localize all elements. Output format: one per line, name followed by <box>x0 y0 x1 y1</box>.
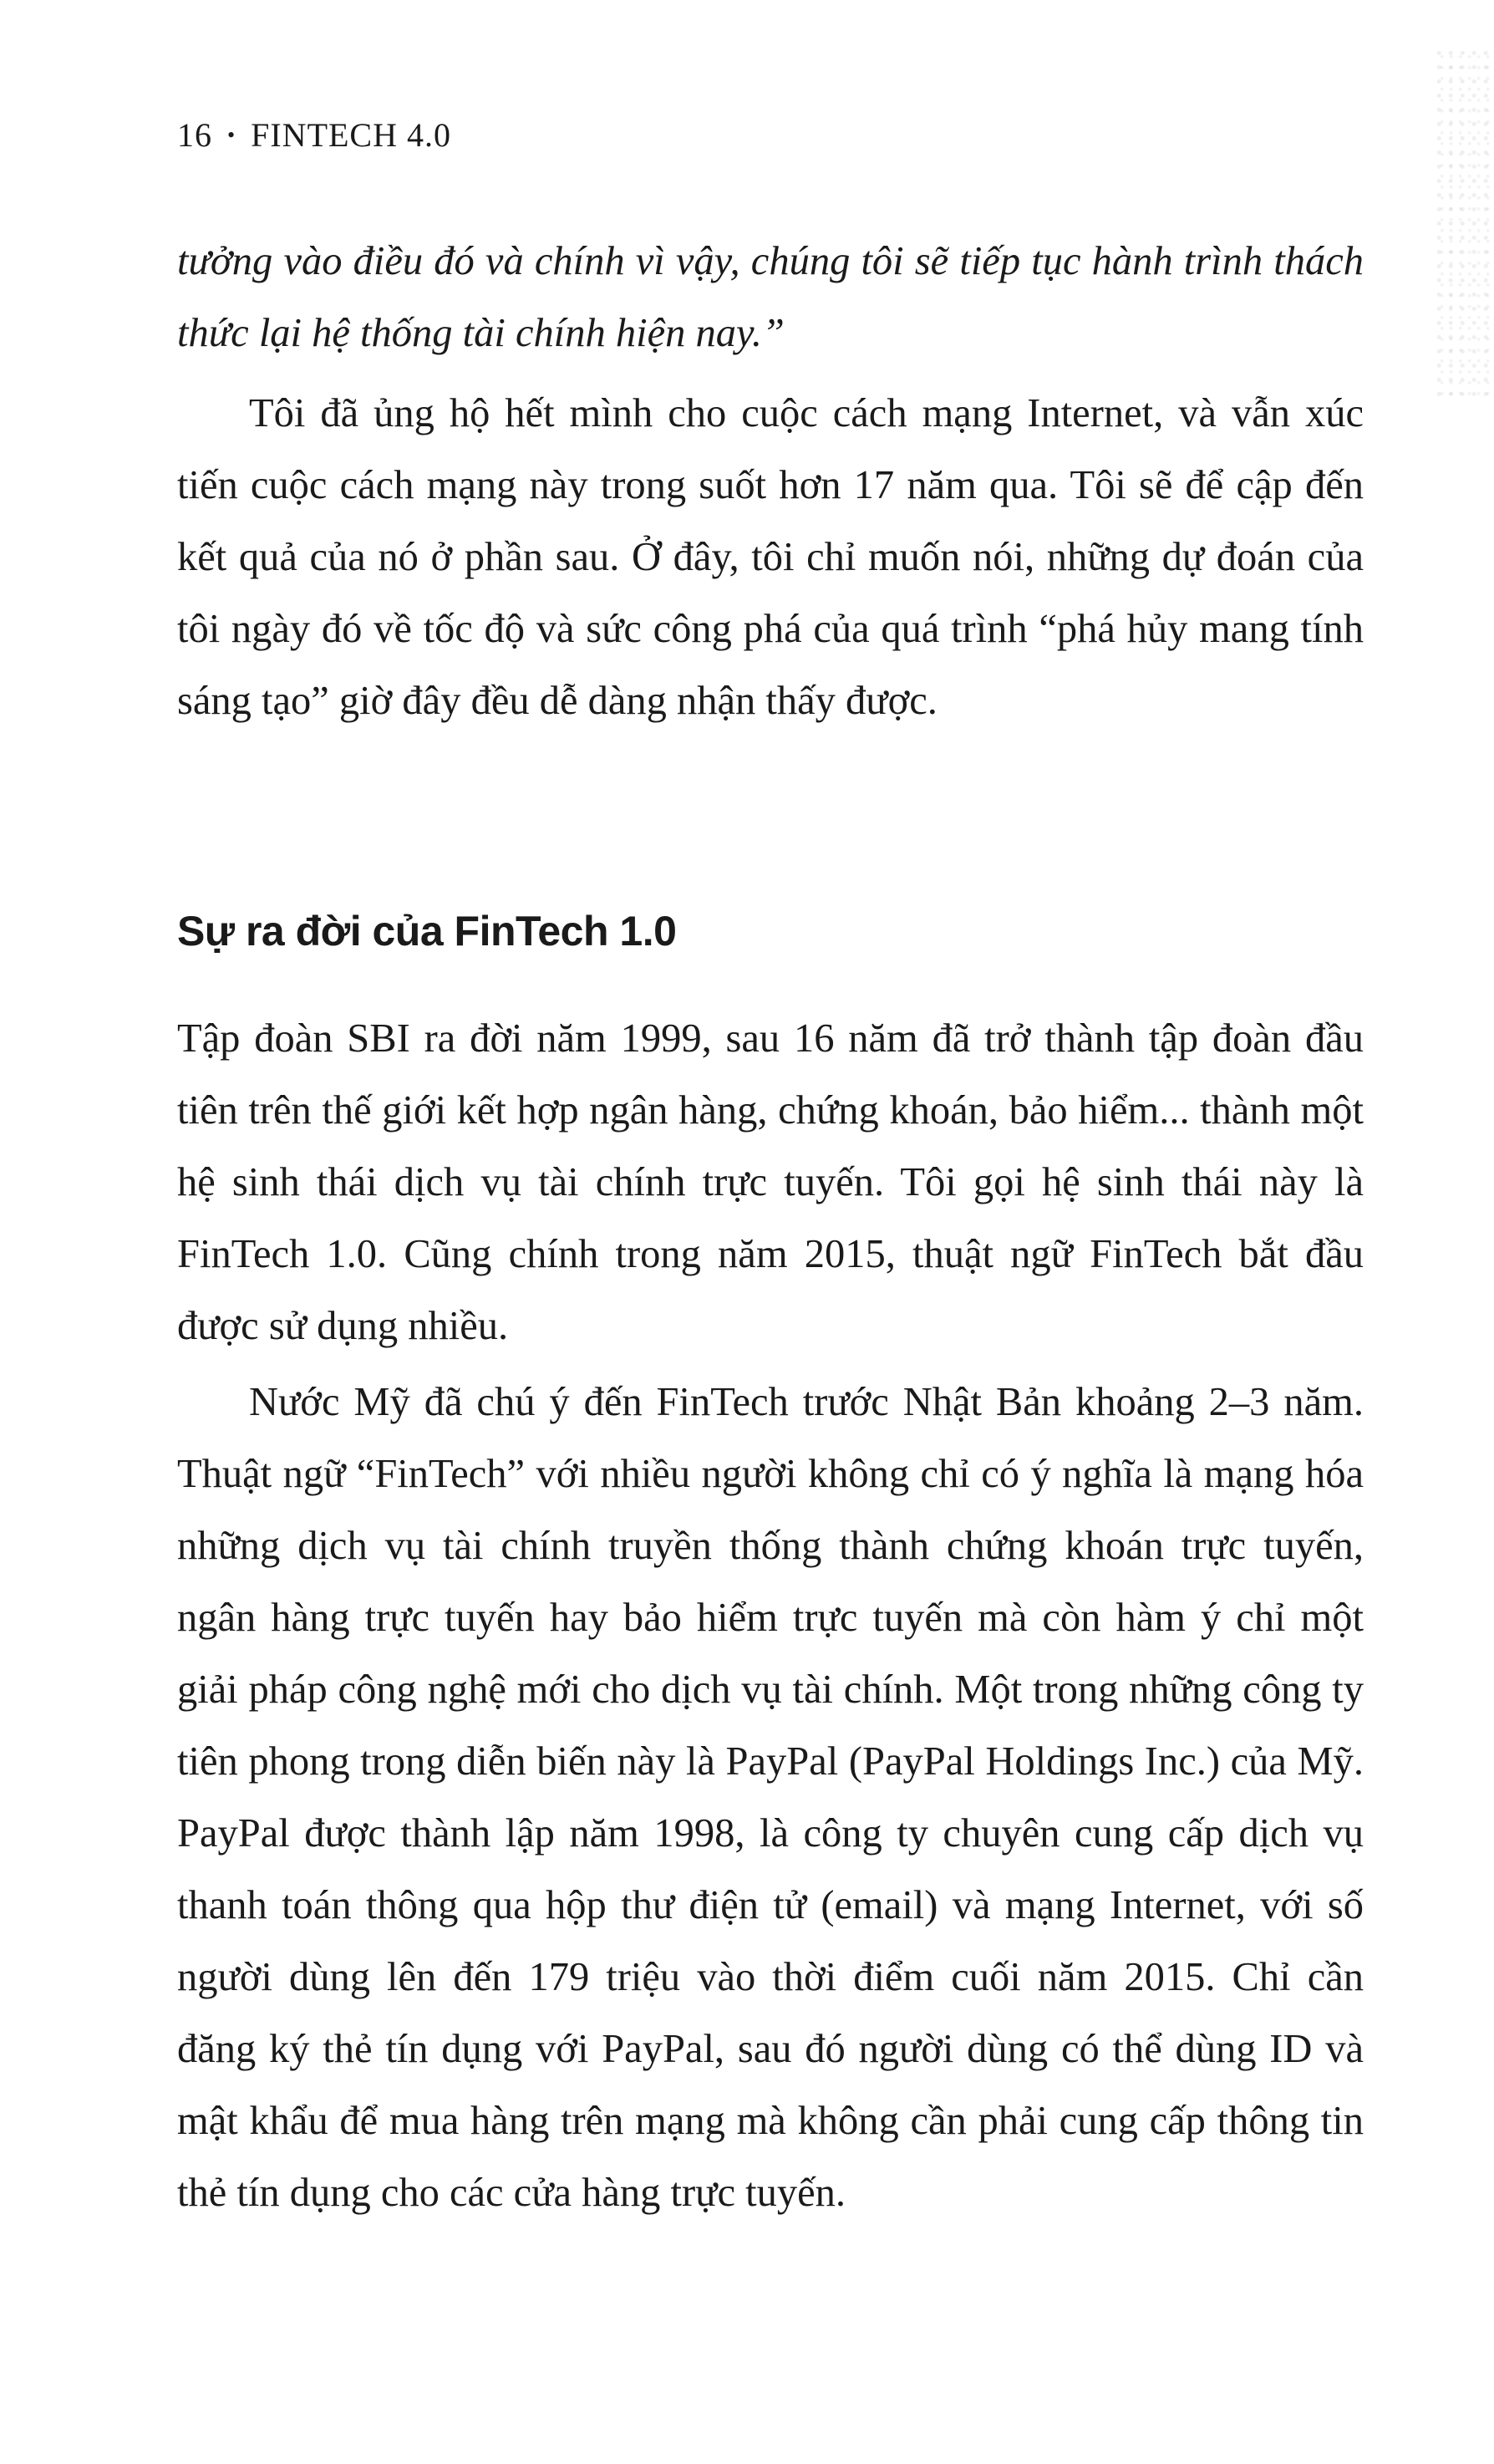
paragraph-internet-revolution: Tôi đã ủng hộ hết mình cho cuộc cách mạng Internet, và vẫn xúc tiến cuộc cách mạng này trong suốt hơn 17 năm qua. Tôi sẽ để cập đến kết quả của nó ở phần sau. Ở đây, tôi chỉ muốn nói, những dự đoán của tôi ngày đó về tốc độ và sức công phá của quá trình “phá hủy mang tính sáng tạo” giờ đây đều dễ dàng nhận thấy được. <box>177 391 1364 723</box>
quote-continuation: tưởng vào điều đó và chính vì vậy, chúng tôi sẽ tiếp tục hành trình thách thức lại hệ thống tài chính hiện nay.” <box>177 239 1364 355</box>
page-number: 16 <box>177 116 212 154</box>
section-heading: Sự ra đời của FinTech 1.0 <box>177 908 677 955</box>
header-separator: • <box>227 122 236 147</box>
paragraph-sbi-group: Tập đoàn SBI ra đời năm 1999, sau 16 năm đã trở thành tập đoàn đầu tiên trên thế giới kết hợp ngân hàng, chứng khoán, bảo hiểm... thành một hệ sinh thái dịch vụ tài chính trực tuyến. Tôi gọi hệ sinh thái này là FinTech 1.0. Cũng chính trong năm 2015, thuật ngữ FinTech bắt đầu được sử dụng nhiều. <box>177 1016 1364 1348</box>
paragraph-paypal: Nước Mỹ đã chú ý đến FinTech trước Nhật Bản khoảng 2–3 năm. Thuật ngữ “FinTech” với nhiều người không chỉ có ý nghĩa là mạng hóa những dịch vụ tài chính truyền thống thành chứng khoán trực tuyến, ngân hàng trực tuyến hay bảo hiểm trực tuyến mà còn hàm ý chỉ một giải pháp công nghệ mới cho dịch vụ tài chính. Một trong những công ty tiên phong trong diễn biến này là PayPal (PayPal Holdings Inc.) của Mỹ. PayPal được thành lập năm 1998, là công ty chuyên cung cấp dịch vụ thanh toán thông qua hộp thư điện tử (email) và mạng Internet, với số người dùng lên đến 179 triệu vào thời điểm cuối năm 2015. Chỉ cần đăng ký thẻ tín dụng với PayPal, sau đó người dùng có thể dùng ID và mật khẩu để mua hàng trên mạng mà không cần phải cung cấp thông tin thẻ tín dụng cho các cửa hàng trực tuyến. <box>177 1380 1364 2215</box>
book-title: FINTECH 4.0 <box>251 116 451 154</box>
scan-edge-noise <box>1436 50 1494 401</box>
running-header <box>177 115 451 155</box>
